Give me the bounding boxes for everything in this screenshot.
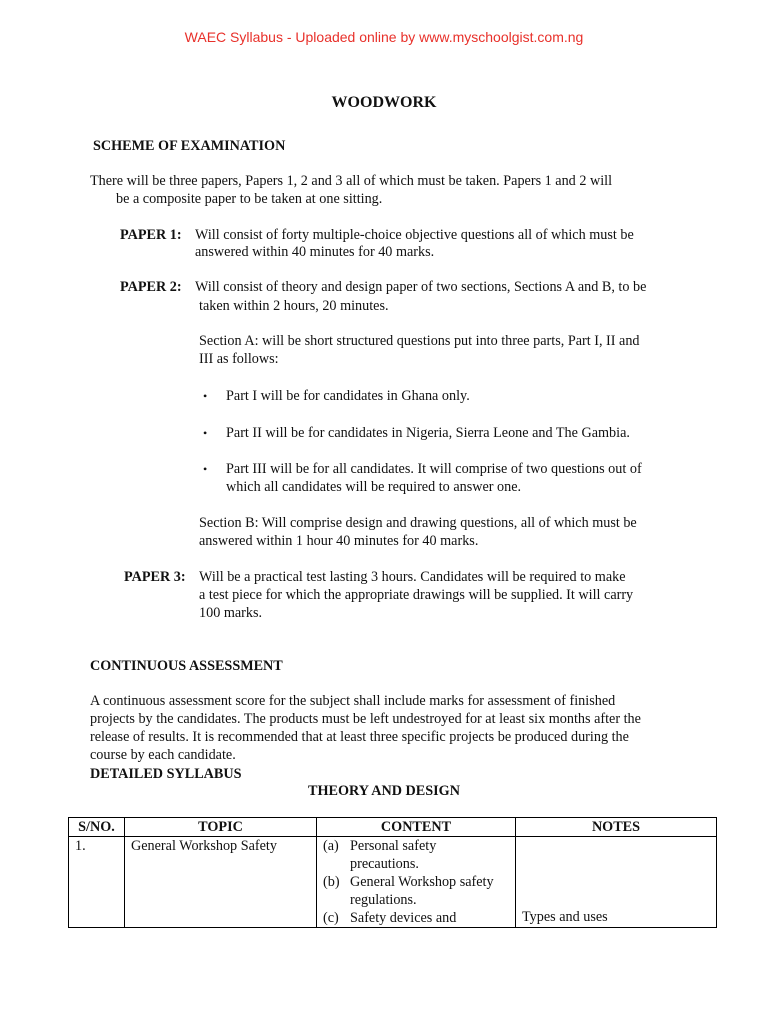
scheme-heading: SCHEME OF EXAMINATION [93, 138, 286, 154]
header-content: CONTENT [317, 818, 516, 837]
table-row [69, 837, 717, 928]
bullet-part2-line1: Part II will be for candidates in Nigeria, Sierra Leone and The Gambia. [226, 425, 630, 441]
paper2-label: PAPER 2: [120, 279, 182, 295]
section-b-line1: Section B: Will comprise design and drawing questions, all of which must be [199, 515, 637, 531]
section-a-line2: III as follows: [199, 351, 279, 367]
paper3-line1: Will be a practical test lasting 3 hours. Candidates will be required to make [199, 569, 626, 585]
table-header-row [69, 818, 717, 837]
syllabus-heading: DETAILED SYLLABUS [90, 766, 242, 782]
content-item-letter: (b) [323, 874, 340, 890]
bullet-icon: • [203, 462, 208, 476]
syllabus-table [68, 817, 717, 928]
content-item-line2: precautions. [350, 856, 419, 872]
ca-heading: CONTINUOUS ASSESSMENT [90, 658, 283, 674]
bullet-part1-line1: Part I will be for candidates in Ghana only. [226, 388, 470, 404]
ca-line4: course by each candidate. [90, 747, 236, 763]
cell-topic: General Workshop Safety [125, 837, 317, 928]
content-item-line2: regulations. [350, 892, 417, 908]
content-item [323, 873, 509, 909]
paper1-line2: answered within 40 minutes for 40 marks. [195, 244, 435, 260]
paper3-label: PAPER 3: [124, 569, 186, 585]
content-item [323, 909, 509, 927]
bullet-icon: • [203, 426, 208, 440]
bullet-part3-line2: which all candidates will be required to answer one. [226, 479, 522, 495]
source-banner: WAEC Syllabus - Uploaded online by www.myschoolgist.com.ng [184, 29, 584, 45]
header-notes: NOTES [516, 818, 717, 837]
content-item-line1: Personal safety [350, 838, 437, 854]
notes-text: Types and uses [522, 909, 608, 925]
bullet-part3-line1: Part III will be for all candidates. It will comprise of two questions out of [226, 461, 642, 477]
paper1-label: PAPER 1: [120, 227, 182, 243]
paper3-line3: 100 marks. [199, 605, 263, 621]
section-b-line2: answered within 1 hour 40 minutes for 40 marks. [199, 533, 479, 549]
scheme-intro-line2: be a composite paper to be taken at one sitting. [116, 191, 383, 207]
ca-line1: A continuous assessment score for the subject shall include marks for assessment of finished [90, 693, 616, 709]
document-title: WOODWORK [331, 94, 437, 111]
paper2-line1: Will consist of theory and design paper of two sections, Sections A and B, to be [195, 279, 647, 295]
header-sno: S/NO. [69, 818, 125, 837]
paper1-line1: Will consist of forty multiple-choice objective questions all of which must be [195, 227, 634, 243]
section-a-line1: Section A: will be short structured questions put into three parts, Part I, II and [199, 333, 640, 349]
content-item-line1: Safety devices and [350, 910, 457, 926]
scheme-intro-line1: There will be three papers, Papers 1, 2 and 3 all of which must be taken. Papers 1 and 2 will [90, 173, 613, 189]
theory-design-heading: THEORY AND DESIGN [308, 783, 460, 799]
cell-content [317, 837, 516, 928]
ca-line3: release of results. It is recommended that at least three specific projects be produced during the [90, 729, 629, 745]
header-topic: TOPIC [125, 818, 317, 837]
paper3-line2: a test piece for which the appropriate drawings will be supplied. It will carry [199, 587, 634, 603]
content-item-letter: (c) [323, 910, 339, 926]
bullet-icon: • [203, 389, 208, 403]
content-item [323, 837, 509, 873]
cell-notes [516, 837, 717, 928]
paper2-line2: taken within 2 hours, 20 minutes. [199, 298, 389, 314]
ca-line2: projects by the candidates. The products must be left undestroyed for at least six months after the [90, 711, 641, 727]
cell-sno: 1. [69, 837, 125, 928]
content-item-line1: General Workshop safety [350, 874, 494, 890]
content-item-letter: (a) [323, 838, 339, 854]
